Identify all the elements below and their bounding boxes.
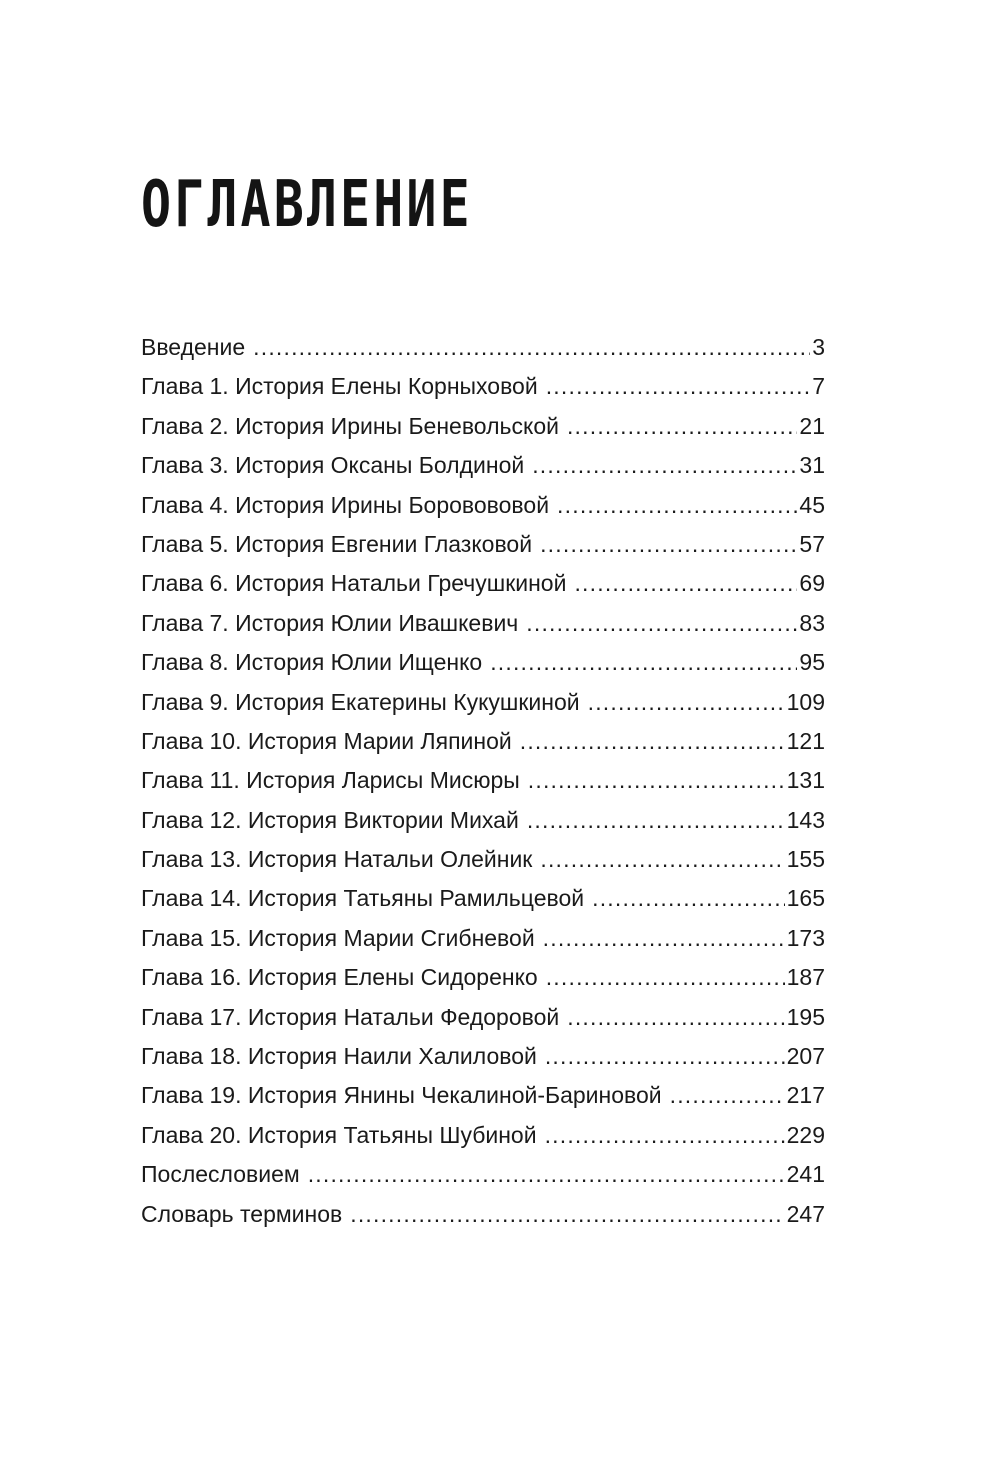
toc-entry-title: Глава 7. История Юлии Ивашкевич [141,609,519,636]
dot-leader [520,722,785,761]
dot-leader [545,1037,785,1076]
dot-leader [592,879,785,918]
dot-leader [253,328,810,367]
dot-leader [588,683,785,722]
toc-entry-chapter-4[interactable] [141,486,825,525]
toc-entry-page: 69 [799,570,825,597]
toc-entry-title: Глава 1. История Елены Корныховой [141,373,538,400]
toc-entry-chapter-7[interactable] [141,604,825,643]
toc-entry-title: Глава 13. История Натальи Олейник [141,846,533,873]
toc-entry-page: 121 [786,727,825,754]
toc-entry-page: 21 [799,412,825,439]
toc-entry-title: Глава 19. История Янины Чекалиной-Бариновой [141,1082,662,1109]
dot-leader [546,367,811,406]
toc-entry-chapter-9[interactable] [141,683,825,722]
toc-entry-title: Глава 9. История Екатерины Кукушкиной [141,688,580,715]
toc-entry-title: Глава 20. История Татьяны Шубиной [141,1121,537,1148]
toc-entry-chapter-20[interactable] [141,1116,825,1155]
toc-entry-title: Глава 3. История Оксаны Болдиной [141,452,525,479]
toc-entry-page: 165 [786,885,825,912]
toc-entry-chapter-10[interactable] [141,722,825,761]
toc-entry-page: 57 [799,530,825,557]
page-title: ОГЛАВЛЕНИЕ [141,168,473,242]
dot-leader [540,840,784,879]
toc-entry-page: 229 [786,1121,825,1148]
toc-entry-page: 207 [786,1043,825,1070]
toc-entry-chapter-2[interactable] [141,407,825,446]
toc-entry-page: 143 [786,806,825,833]
toc-entry-title: Введение [141,334,246,360]
dot-leader [546,958,785,997]
toc-entry-chapter-16[interactable] [141,958,825,997]
dot-leader [567,407,797,446]
dot-leader [528,761,785,800]
toc-entry-page: 45 [799,491,825,518]
toc-entry-title: Глава 15. История Марии Сгибневой [141,924,535,951]
dot-leader [532,446,797,485]
toc-entry-title: Глава 10. История Марии Ляпиной [141,727,512,754]
toc-entry-glossary[interactable] [141,1195,825,1234]
toc-entry-page: 217 [786,1082,825,1109]
toc-entry-page: 83 [799,609,825,636]
toc-entry-afterword[interactable] [141,1155,825,1194]
toc-entry-chapter-3[interactable] [141,446,825,485]
toc-entry-page: 31 [799,452,825,479]
toc-entry-page: 173 [786,924,825,951]
dot-leader [350,1195,784,1234]
toc-entry-page: 195 [786,1003,825,1030]
toc-entry-chapter-8[interactable] [141,643,825,682]
dot-leader [574,564,797,603]
toc-entry-title: Глава 16. История Елены Сидоренко [141,964,538,991]
toc-entry-chapter-5[interactable] [141,525,825,564]
toc-entry-title: Глава 5. История Евгении Глазковой [141,530,533,557]
dot-leader [545,1116,785,1155]
toc-entry-page: 247 [786,1200,825,1227]
table-of-contents [141,328,825,1234]
toc-entry-chapter-14[interactable] [141,879,825,918]
dot-leader [543,919,785,958]
toc-entry-page: 155 [786,846,825,873]
toc-entry-page: 7 [812,373,825,400]
toc-entry-chapter-17[interactable] [141,998,825,1037]
toc-entry-title: Глава 12. История Виктории Михай [141,806,519,833]
toc-entry-page: 109 [786,688,825,715]
toc-entry-title: Глава 8. История Юлии Ищенко [141,649,483,676]
toc-entry-title: Послесловием [141,1161,300,1188]
toc-entry-chapter-12[interactable] [141,801,825,840]
toc-entry-introduction[interactable] [141,328,825,367]
toc-entry-page: 3 [812,334,825,360]
toc-entry-chapter-1[interactable] [141,367,825,406]
toc-entry-title: Глава 11. История Ларисы Мисюры [141,767,520,794]
toc-entry-title: Глава 2. История Ирины Беневольской [141,412,559,439]
dot-leader [670,1076,785,1115]
dot-leader [526,604,797,643]
toc-entry-title: Словарь терминов [141,1200,343,1227]
dot-leader [567,998,784,1037]
toc-entry-chapter-13[interactable] [141,840,825,879]
toc-entry-title: Глава 4. История Ирины Боровововой [141,491,550,518]
toc-entry-chapter-15[interactable] [141,919,825,958]
toc-entry-chapter-19[interactable] [141,1076,825,1115]
toc-entry-chapter-18[interactable] [141,1037,825,1076]
toc-entry-title: Глава 6. История Натальи Гречушкиной [141,570,567,597]
toc-entry-page: 241 [786,1161,825,1188]
dot-leader [490,643,797,682]
toc-entry-title: Глава 14. История Татьяны Рамильцевой [141,885,585,912]
toc-entry-chapter-6[interactable] [141,564,825,603]
dot-leader [308,1155,785,1194]
toc-entry-chapter-11[interactable] [141,761,825,800]
toc-entry-title: Глава 17. История Натальи Федоровой [141,1003,560,1030]
toc-entry-title: Глава 18. История Наили Халиловой [141,1043,537,1070]
toc-entry-page: 187 [786,964,825,991]
dot-leader [557,486,797,525]
toc-entry-page: 131 [786,767,825,794]
dot-leader [527,801,785,840]
toc-entry-page: 95 [799,649,825,676]
dot-leader [540,525,797,564]
